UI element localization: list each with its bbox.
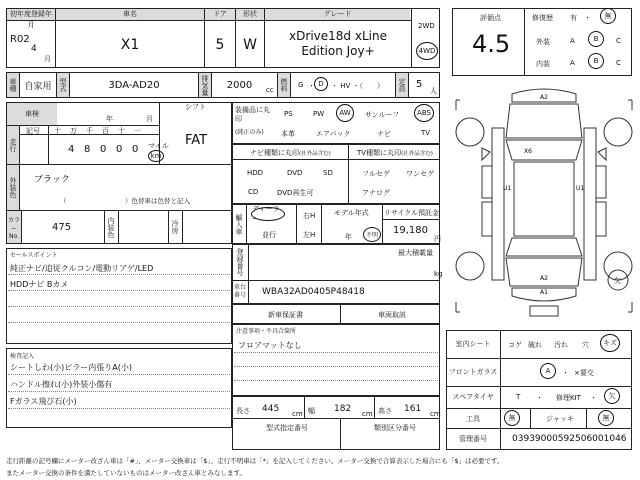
cc-unit: cc (266, 86, 274, 94)
seat-kizu: キズ (600, 334, 620, 352)
front-glass-label: フロントガラス (448, 368, 498, 376)
class-label: 類別区分番号 (374, 424, 416, 432)
length-cm: cm (292, 410, 303, 418)
spare-kit: 修理KIT (556, 394, 581, 402)
inspection-year: 年 (106, 115, 113, 123)
displacement: 2000 (226, 79, 253, 91)
import-parallel: 並行 (262, 231, 276, 239)
jack-label: ジャッキ (546, 415, 574, 423)
reg-year-label: 初年度登録年月 (7, 9, 55, 20)
sales-point-label: セールスポイント (10, 252, 58, 259)
tools-value: 無 (504, 410, 520, 426)
rating-score: 4.5 (472, 30, 511, 58)
mark-a1-rear: A1 (540, 289, 548, 296)
import-label: 輸入車 (235, 213, 243, 235)
unit-mile: マイル (148, 142, 169, 150)
interior-label: 内装 (536, 60, 550, 68)
equip-pw: PW (313, 110, 325, 118)
equipment-label: 装備品に丸印 (235, 106, 270, 123)
seat-ana: 穴 (582, 341, 589, 349)
sales-point-line-1: 純正ナビ/追従クルコン/電動リアゲ/LED (10, 264, 154, 273)
exterior-c: C (616, 37, 621, 45)
sales-point-line-2: HDDナビ Bカメ (10, 280, 69, 289)
notes-label: 注意事項・不具合箇所 (236, 328, 297, 335)
navi-hdd: HDD (247, 169, 264, 177)
height-cm: cm (430, 410, 441, 418)
color-no: 475 (52, 222, 72, 233)
capacity-label: 定員 (396, 73, 408, 97)
name-label: 車名 (56, 9, 204, 20)
fuel-d: D (314, 77, 328, 91)
mileage-label: 走行 (7, 126, 19, 164)
tv-header: TV種類に丸印(社外品含む) (357, 149, 433, 157)
management-number: 0393900059250600104​6 (512, 434, 627, 444)
chassis: WBA32AD0405P48418 (262, 287, 365, 297)
spare-dot2: ・ (590, 394, 597, 402)
navi-cd: CD (248, 188, 259, 196)
model-year-unknown: 不明 (363, 227, 381, 242)
footer-line-1: 走行距離の記号欄にメーター改ざん車は「#」、メーター交換車は「$」、走行不明車は「*」を記入してください。メーター交換で合算表示した場合にも「$」は必要です。 (6, 457, 504, 465)
car-name: X1 (120, 37, 140, 53)
door-count: 5 (215, 37, 225, 53)
inspector-line-1: シートしわ(小)ピラー内張りA(小) (10, 363, 132, 372)
car-damage-diagram (452, 80, 636, 326)
tv-oneseg: ワンセグ (406, 170, 434, 178)
front-glass-a: A (540, 363, 556, 379)
mark-a2-trunk: A2 (540, 275, 548, 282)
fuel-label: 燃料 (278, 73, 290, 97)
mileage-digit-header-1: 十 (54, 127, 61, 135)
color-no-label: カラーNo. (7, 211, 21, 243)
capacity-unit: 人 (430, 87, 437, 95)
equip-tv: TV (421, 129, 431, 137)
cool-label: 冷房 (171, 220, 179, 234)
shape-label: 形状 (236, 9, 264, 20)
doc-warranty: 新車保証書 (268, 311, 303, 319)
fuel-g: G (298, 81, 304, 89)
import-dealer: ディーラー (251, 207, 285, 221)
navi-dvd-play: DVD再生可 (277, 189, 314, 197)
repair-label: 修復歴 (532, 14, 553, 22)
displacement-label: 排気量 (201, 74, 209, 96)
mileage-digit-header-3: 千 (86, 127, 93, 135)
interior-c: C (616, 59, 621, 67)
capacity: 5 (416, 79, 423, 90)
rating-label: 評価点 (480, 14, 501, 22)
reg-month: 4 (31, 44, 37, 54)
management-label: 管理番号 (459, 435, 487, 443)
height-label: 高さ (378, 407, 392, 415)
tv-fullseg: フルセグ (362, 170, 390, 178)
max-load-label: 最大積載量 (398, 249, 433, 257)
equip-ps: PS (284, 110, 293, 118)
notes-line-1: フロアマットなし (238, 341, 302, 350)
equip-sunroof: サンルーフ (365, 111, 400, 119)
interior-b: B (588, 53, 604, 69)
use-label: 車種 (7, 73, 19, 97)
equip-abs: ABS (414, 104, 434, 122)
width-cm: cm (362, 410, 373, 418)
interior-color-label: 内装色 (107, 216, 115, 238)
grade: xDrive18d xLine Edition Joy+ (289, 29, 387, 58)
registration-number-label: 登録番号 (236, 248, 244, 276)
mileage-digit-4: 0 (116, 144, 123, 155)
equipment-sublabel: (純正のみ) (235, 129, 264, 136)
inspection-label: 車検 (7, 103, 57, 125)
mileage-digit-1: 4 (68, 144, 75, 155)
spare-missing: 欠 (604, 388, 620, 404)
mileage-digit-header-6: 一 (134, 127, 141, 135)
type-label: 型式指定番号 (266, 424, 308, 432)
navi-dvd: DVD (287, 169, 303, 177)
max-load-kg: kg (434, 270, 443, 278)
chassis-label: 車台番号 (233, 284, 246, 299)
reg-year: R02 (10, 34, 30, 45)
inspector-line-2: ハンドル擦れ(小)外装小傷有 (10, 380, 113, 389)
color-value: ブラック (34, 175, 70, 185)
doc-manual: 車両取説 (378, 311, 406, 319)
model-label: 型式 (57, 73, 69, 97)
seat-label: 室内シート (455, 339, 491, 348)
mark-missing: 欠 (614, 277, 621, 285)
model-year-year: 年 (345, 233, 352, 241)
spare-t: T (516, 393, 521, 401)
shift-label: シフト (160, 103, 231, 112)
mark-u1-left: U1 (503, 185, 512, 192)
navi-header: ナビ種類に丸印(社外品含む) (250, 149, 331, 157)
exterior-label: 外装 (536, 38, 550, 46)
length: 445 (262, 404, 280, 414)
unit-km: km (148, 150, 164, 162)
length-label: 長さ (236, 407, 250, 415)
mileage-digit-header-5: 十 (118, 127, 125, 135)
equip-navi: ナビ (377, 130, 391, 138)
inspector-line-3: Fガラス飛び石(小) (10, 397, 77, 406)
front-glass-dot: ・ (562, 369, 569, 377)
inspector-label: 検査記入 (10, 353, 35, 360)
grade-label: グレード (265, 9, 410, 20)
repair-no: 無 (600, 8, 616, 24)
mileage-digit-5: 0 (132, 144, 139, 155)
exterior-a: A (570, 37, 575, 45)
height: 161 (404, 404, 422, 414)
exterior-b: B (588, 31, 604, 47)
spare-label: スペアタイヤ (452, 393, 494, 401)
inspection-month: 月 (146, 115, 153, 123)
seat-yabure: 破れ (528, 341, 542, 349)
mileage-digit-3: 0 (100, 144, 107, 155)
import-right: 右H (303, 212, 316, 220)
equip-airbag: エアバック (316, 130, 351, 138)
navi-sd: SD (323, 169, 333, 177)
door-label: ドア (205, 9, 235, 20)
docs-block (232, 304, 440, 324)
drive-2wd: 2WD (418, 22, 435, 30)
drive-4wd: 4WD (416, 42, 438, 60)
mark-x6: X6 (524, 148, 532, 155)
model: 3DA-AD20 (108, 79, 160, 91)
repair-dot: ・ (584, 14, 591, 22)
mark-u1-right: U1 (576, 185, 585, 192)
model-year-label: モデル年式 (334, 209, 369, 217)
mileage-digit-header-4: 百 (102, 127, 109, 135)
front-glass-replace: ×要交 (574, 369, 594, 377)
use: 自家用 (24, 81, 52, 92)
import-left: 左H (303, 231, 316, 239)
tools-label: 工具 (466, 415, 480, 423)
width: 182 (334, 404, 352, 414)
spare-dot1: ・ (536, 394, 543, 402)
mileage-digit-header-0: 記号 (26, 127, 40, 135)
month-unit: 月 (44, 55, 51, 63)
seat-yogore: 汚れ (554, 341, 568, 349)
color-paren: （ ）色替車は色替と記入 (60, 197, 190, 205)
mark-a2-front: A2 (540, 94, 548, 101)
mileage-digit-2: 8 (84, 144, 91, 155)
equip-leather: 本革 (281, 130, 295, 138)
interior-a: A (570, 59, 575, 67)
mileage-digit-header-2: 万 (70, 127, 77, 135)
repair-yes: 有 (570, 14, 577, 22)
shift: FAT (184, 132, 208, 148)
footer-line-2: またメーター交換の条件を満たしていないものはメーター改ざん車とみなします。 (6, 469, 246, 477)
seat-koge: コゲ (508, 341, 522, 349)
recycle: 19,180 (393, 225, 428, 236)
color-label: 外装色 (7, 165, 19, 210)
recycle-yen: 円 (434, 235, 441, 243)
jack-value: 無 (598, 410, 614, 426)
width-label: 幅 (308, 407, 315, 415)
recycle-label: リサイクル預託金 (384, 209, 440, 217)
equip-aw: AW (336, 104, 354, 122)
body-shape: W (243, 37, 257, 53)
tv-analog: アナログ (362, 189, 390, 197)
